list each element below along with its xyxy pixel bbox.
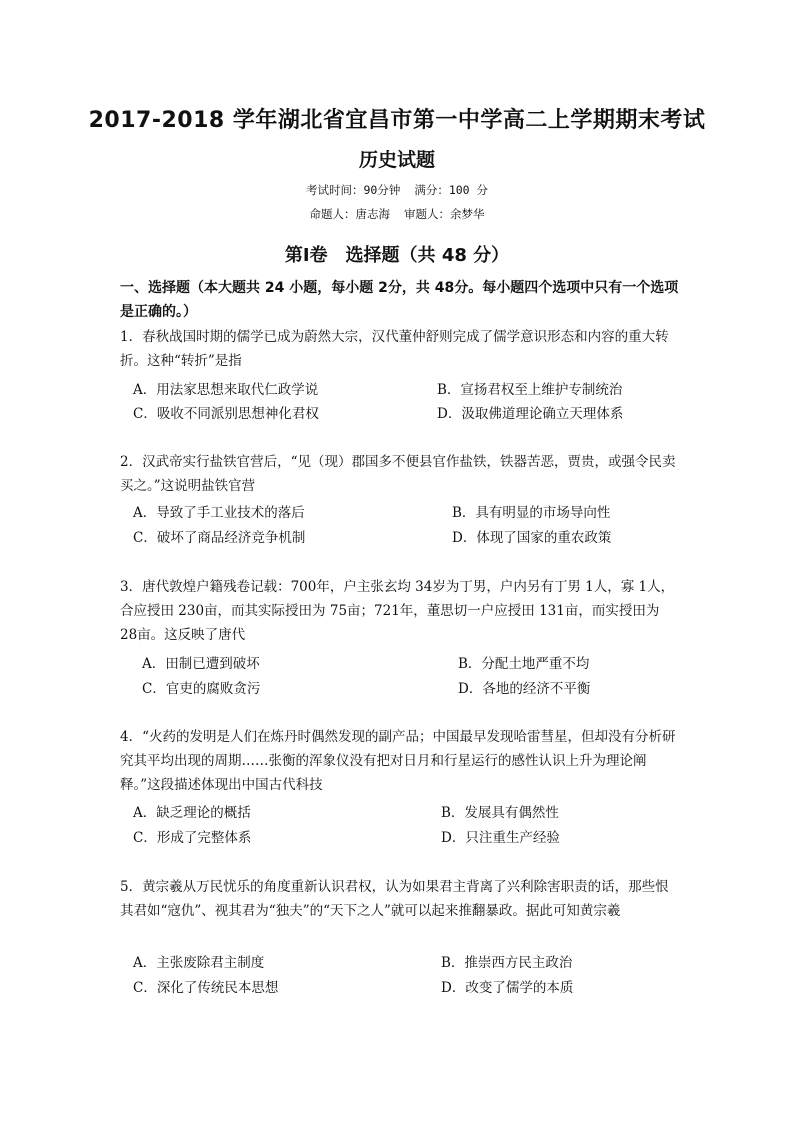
question-stem: 4．“火药的发明是人们在炼丹时偶然发现的副产品；中国最早发现哈雷彗星，但却没有分析研究其平均出现的周期……张衡的浑象仪没有把对日月和行星运行的感性认识上升为理论阐释。”这段描述体现出中国古代科技 xyxy=(120,729,676,793)
option-c: C．吸收不同派别思想神化君权 xyxy=(133,406,319,422)
option-b: B．宣扬君权至上维护专制统治 xyxy=(437,382,623,398)
option-c: C．深化了传统民本思想 xyxy=(133,980,279,996)
question-stem: 1．春秋战国时期的儒学已成为蔚然大宗，汉代董仲舒则完成了儒学意识形态和内容的重大转折。这种“转折”是指 xyxy=(120,329,669,369)
option-b: B．推崇西方民主政治 xyxy=(441,955,573,971)
option-c: C．破坏了商品经济竞争机制 xyxy=(133,530,306,546)
question-1 xyxy=(120,325,680,373)
option-a: A．主张废除君主制度 xyxy=(133,955,265,971)
option-c: C．官吏的腐败贪污 xyxy=(142,681,261,697)
option-a: A．导致了手工业技术的落后 xyxy=(133,505,305,521)
option-d: D．只注重生产经验 xyxy=(441,830,560,846)
exam-title: 2017-2018 学年湖北省宜昌市第一中学高二上学期期末考试 xyxy=(88,108,706,133)
option-a: A．用法家思想来取代仁政学说 xyxy=(133,382,319,398)
question-2 xyxy=(120,450,680,498)
question-4 xyxy=(120,725,680,797)
option-a: A．田制已遭到破坏 xyxy=(142,656,260,672)
question-stem: 2．汉武帝实行盐铁官营后，“见（现）郡国多不便县官作盐铁，铁器苦恶，贾贵，或强令民卖买之。”这说明盐铁官营 xyxy=(120,454,676,494)
reviewer: 审题人：余梦华 xyxy=(404,207,485,221)
option-c: C．形成了完整体系 xyxy=(133,830,252,846)
option-b: B．发展具有偶然性 xyxy=(441,805,559,821)
exam-meta-time xyxy=(0,182,794,198)
author: 命题人：唐志海 xyxy=(309,207,390,221)
option-a: A．缺乏理论的概括 xyxy=(133,805,251,821)
question-stem: 3．唐代敦煌户籍残卷记载：700年，户主张玄均 34岁为丁男，户内另有丁男 1人，寡 1人，合应授田 230亩，而其实际授田为 75亩；721年，董思切一户应授田 131亩，而实授田为 28亩。这反映了唐代 xyxy=(120,579,675,643)
option-d: D．各地的经济不平衡 xyxy=(458,681,591,697)
question-3 xyxy=(120,575,680,647)
full-score: 满分：100 分 xyxy=(414,183,489,197)
option-d: D．改变了儒学的本质 xyxy=(441,980,574,996)
section-title: 第Ⅰ卷 选择题（共 48 分） xyxy=(284,245,510,266)
question-stem: 5．黄宗羲从万民忧乐的角度重新认识君权，认为如果君主背离了兴利除害职责的话，那些恨其君如“寇仇”、视其君为“独夫”的“天下之人”就可以起来推翻暴政。据此可知黄宗羲 xyxy=(120,879,669,919)
question-5 xyxy=(120,875,680,923)
option-d: D．汲取佛道理论确立天理体系 xyxy=(437,406,624,422)
option-b: B．分配土地严重不均 xyxy=(458,656,590,672)
section-instruction: 一、选择题（本大题共 24 小题，每小题 2分，共 48分。每小题四个选项中只有一个选项是正确的。） xyxy=(120,280,679,320)
exam-time: 考试时间：90分钟 xyxy=(305,183,401,197)
option-b: B．具有明显的市场导向性 xyxy=(452,505,611,521)
subject-title: 历史试题 xyxy=(358,149,435,171)
option-d: D．体现了国家的重农政策 xyxy=(452,530,612,546)
exam-meta-authors xyxy=(0,206,794,222)
